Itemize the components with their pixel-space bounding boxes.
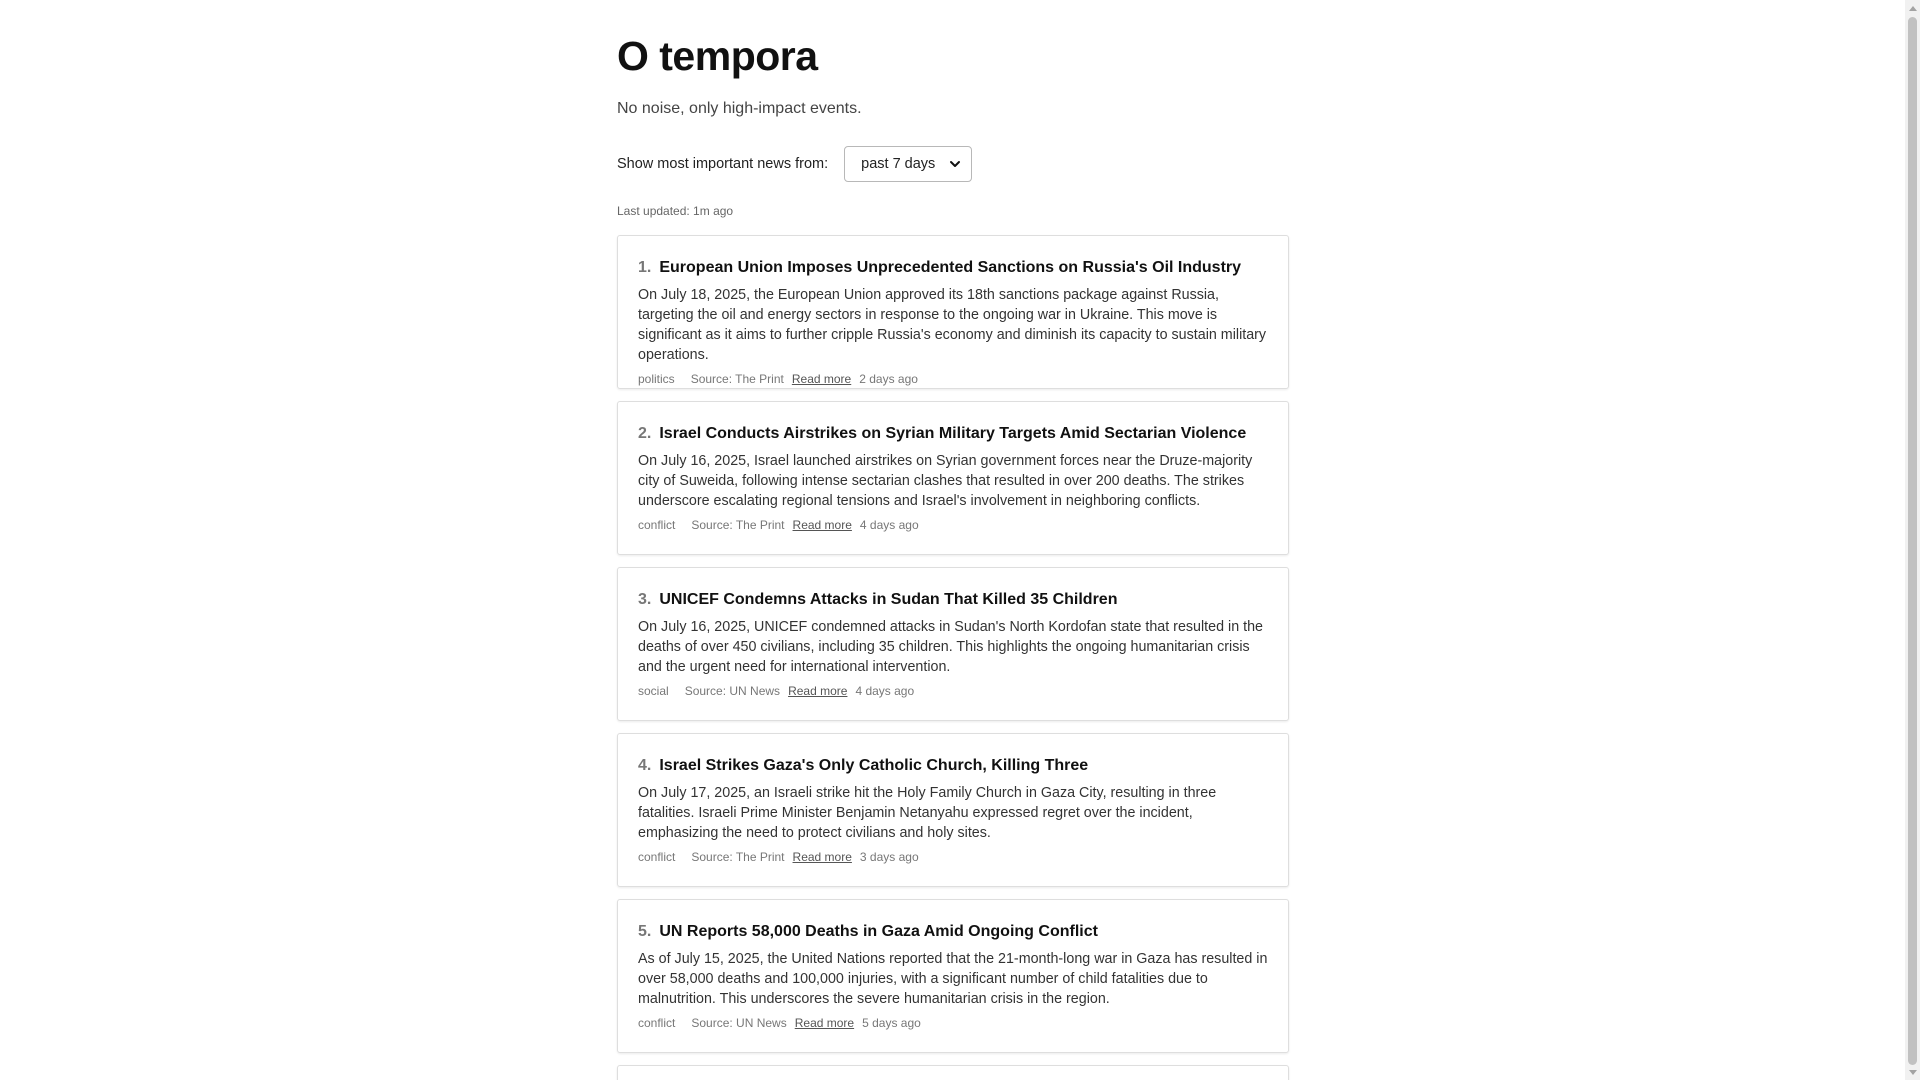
article-category: social (638, 684, 669, 698)
read-more-link[interactable]: Read more (791, 372, 852, 386)
article-title (638, 922, 1268, 942)
article-meta (638, 372, 1268, 386)
chevron-down-icon (949, 158, 961, 170)
article-source: Source: The Print (691, 850, 785, 864)
read-more-link[interactable]: Read more (792, 518, 852, 532)
read-more-link[interactable]: Read more (792, 850, 852, 864)
article-title-text: UNICEF Condemns Attacks in Sudan That Killed 35 Children (659, 591, 1118, 608)
article-meta (638, 850, 1268, 864)
article-card (617, 401, 1289, 555)
article-category: conflict (638, 850, 676, 864)
article-number: 1. (638, 259, 652, 276)
article-source: Source: UN News (691, 1016, 787, 1030)
article-summary: On July 16, 2025, Israel launched airstrikes on Syrian government forces near the Druze-majority city of Suweida, following intense sectarian clashes that resulted in over 200 deaths. The strikes underscore escalating regional tensions and Israel's involvement in neighboring conflicts. (638, 453, 1253, 509)
article-source: Source: UN News (684, 684, 781, 698)
main-container (617, 0, 1289, 1080)
article-age: 3 days ago (859, 850, 919, 864)
article-summary: As of July 15, 2025, the United Nations reported that the 21-month-long war in Gaza has resulted in over 58,000 deaths and 100,000 injuries, with a significant number of child fatalities due to malnutrition. This underscores the severe humanitarian crisis in the region. (638, 951, 1268, 1007)
page-title: O tempora (617, 33, 818, 79)
article-source: Source: The Print (690, 372, 784, 386)
article-summary: On July 16, 2025, UNICEF condemned attacks in Sudan's North Kordofan state that resulted in the deaths of over 450 civilians, including 35 children. This highlights the ongoing humanitarian crisis and the urgent need for international intervention. (638, 619, 1263, 675)
article-number: 2. (638, 425, 652, 442)
article-number: 5. (638, 923, 652, 940)
scrollbar-thumb[interactable] (1908, 17, 1917, 1065)
read-more-link[interactable]: Read more (788, 684, 848, 698)
article-category: conflict (638, 518, 676, 532)
article-card-partial (617, 1065, 1289, 1080)
article-card (617, 235, 1289, 389)
scroll-up-arrow-icon[interactable] (1905, 0, 1920, 15)
article-age: 4 days ago (859, 518, 919, 532)
article-title (638, 756, 1268, 776)
vertical-scrollbar[interactable] (1905, 0, 1920, 1080)
article-title (638, 258, 1268, 278)
article-number: 3. (638, 591, 652, 608)
article-meta (638, 684, 1268, 698)
article-title-text: UN Reports 58,000 Deaths in Gaza Amid Ongoing Conflict (659, 923, 1098, 940)
article-title-text: Israel Conducts Airstrikes on Syrian Military Targets Amid Sectarian Violence (659, 425, 1247, 442)
article-age: 2 days ago (859, 372, 918, 386)
article-age: 4 days ago (855, 684, 915, 698)
read-more-link[interactable]: Read more (794, 1016, 855, 1030)
article-meta (638, 518, 1268, 532)
article-summary: On July 18, 2025, the European Union approved its 18th sanctions package against Russia, targeting the oil and energy sectors in response to the ongoing war in Ukraine. This move is significant as it aims to further cripple Russia's economy and diminish its capacity to sustain military operations. (638, 287, 1267, 363)
article-meta (638, 1016, 1268, 1030)
last-updated: Last updated: 1m ago (617, 204, 734, 218)
article-title (638, 590, 1268, 610)
page-subtitle: No noise, only high-impact events. (617, 100, 862, 117)
article-source: Source: The Print (691, 518, 785, 532)
article-title (638, 424, 1268, 444)
article-category: conflict (638, 1016, 676, 1030)
filter-label: Show most important news from: (617, 156, 829, 172)
filter-row (617, 146, 1289, 182)
article-list (617, 235, 1289, 1080)
article-title-text: European Union Imposes Unprecedented Sanctions on Russia's Oil Industry (659, 259, 1242, 276)
scroll-down-arrow-icon[interactable] (1905, 1065, 1920, 1080)
article-card (617, 567, 1289, 721)
article-card (617, 733, 1289, 887)
article-summary: On July 17, 2025, an Israeli strike hit the Holy Family Church in Gaza City, resulting in three fatalities. Israeli Prime Minister Benjamin Netanyahu expressed regret over the incident, emphasizing the need to protect civilians and holy sites. (638, 785, 1217, 841)
article-category: politics (638, 372, 675, 386)
article-title-text: Israel Strikes Gaza's Only Catholic Church, Killing Three (659, 757, 1089, 774)
article-number: 4. (638, 757, 652, 774)
article-age: 5 days ago (862, 1016, 921, 1030)
time-range-value: past 7 days (861, 156, 936, 172)
article-card (617, 899, 1289, 1053)
time-range-select[interactable] (844, 146, 972, 182)
